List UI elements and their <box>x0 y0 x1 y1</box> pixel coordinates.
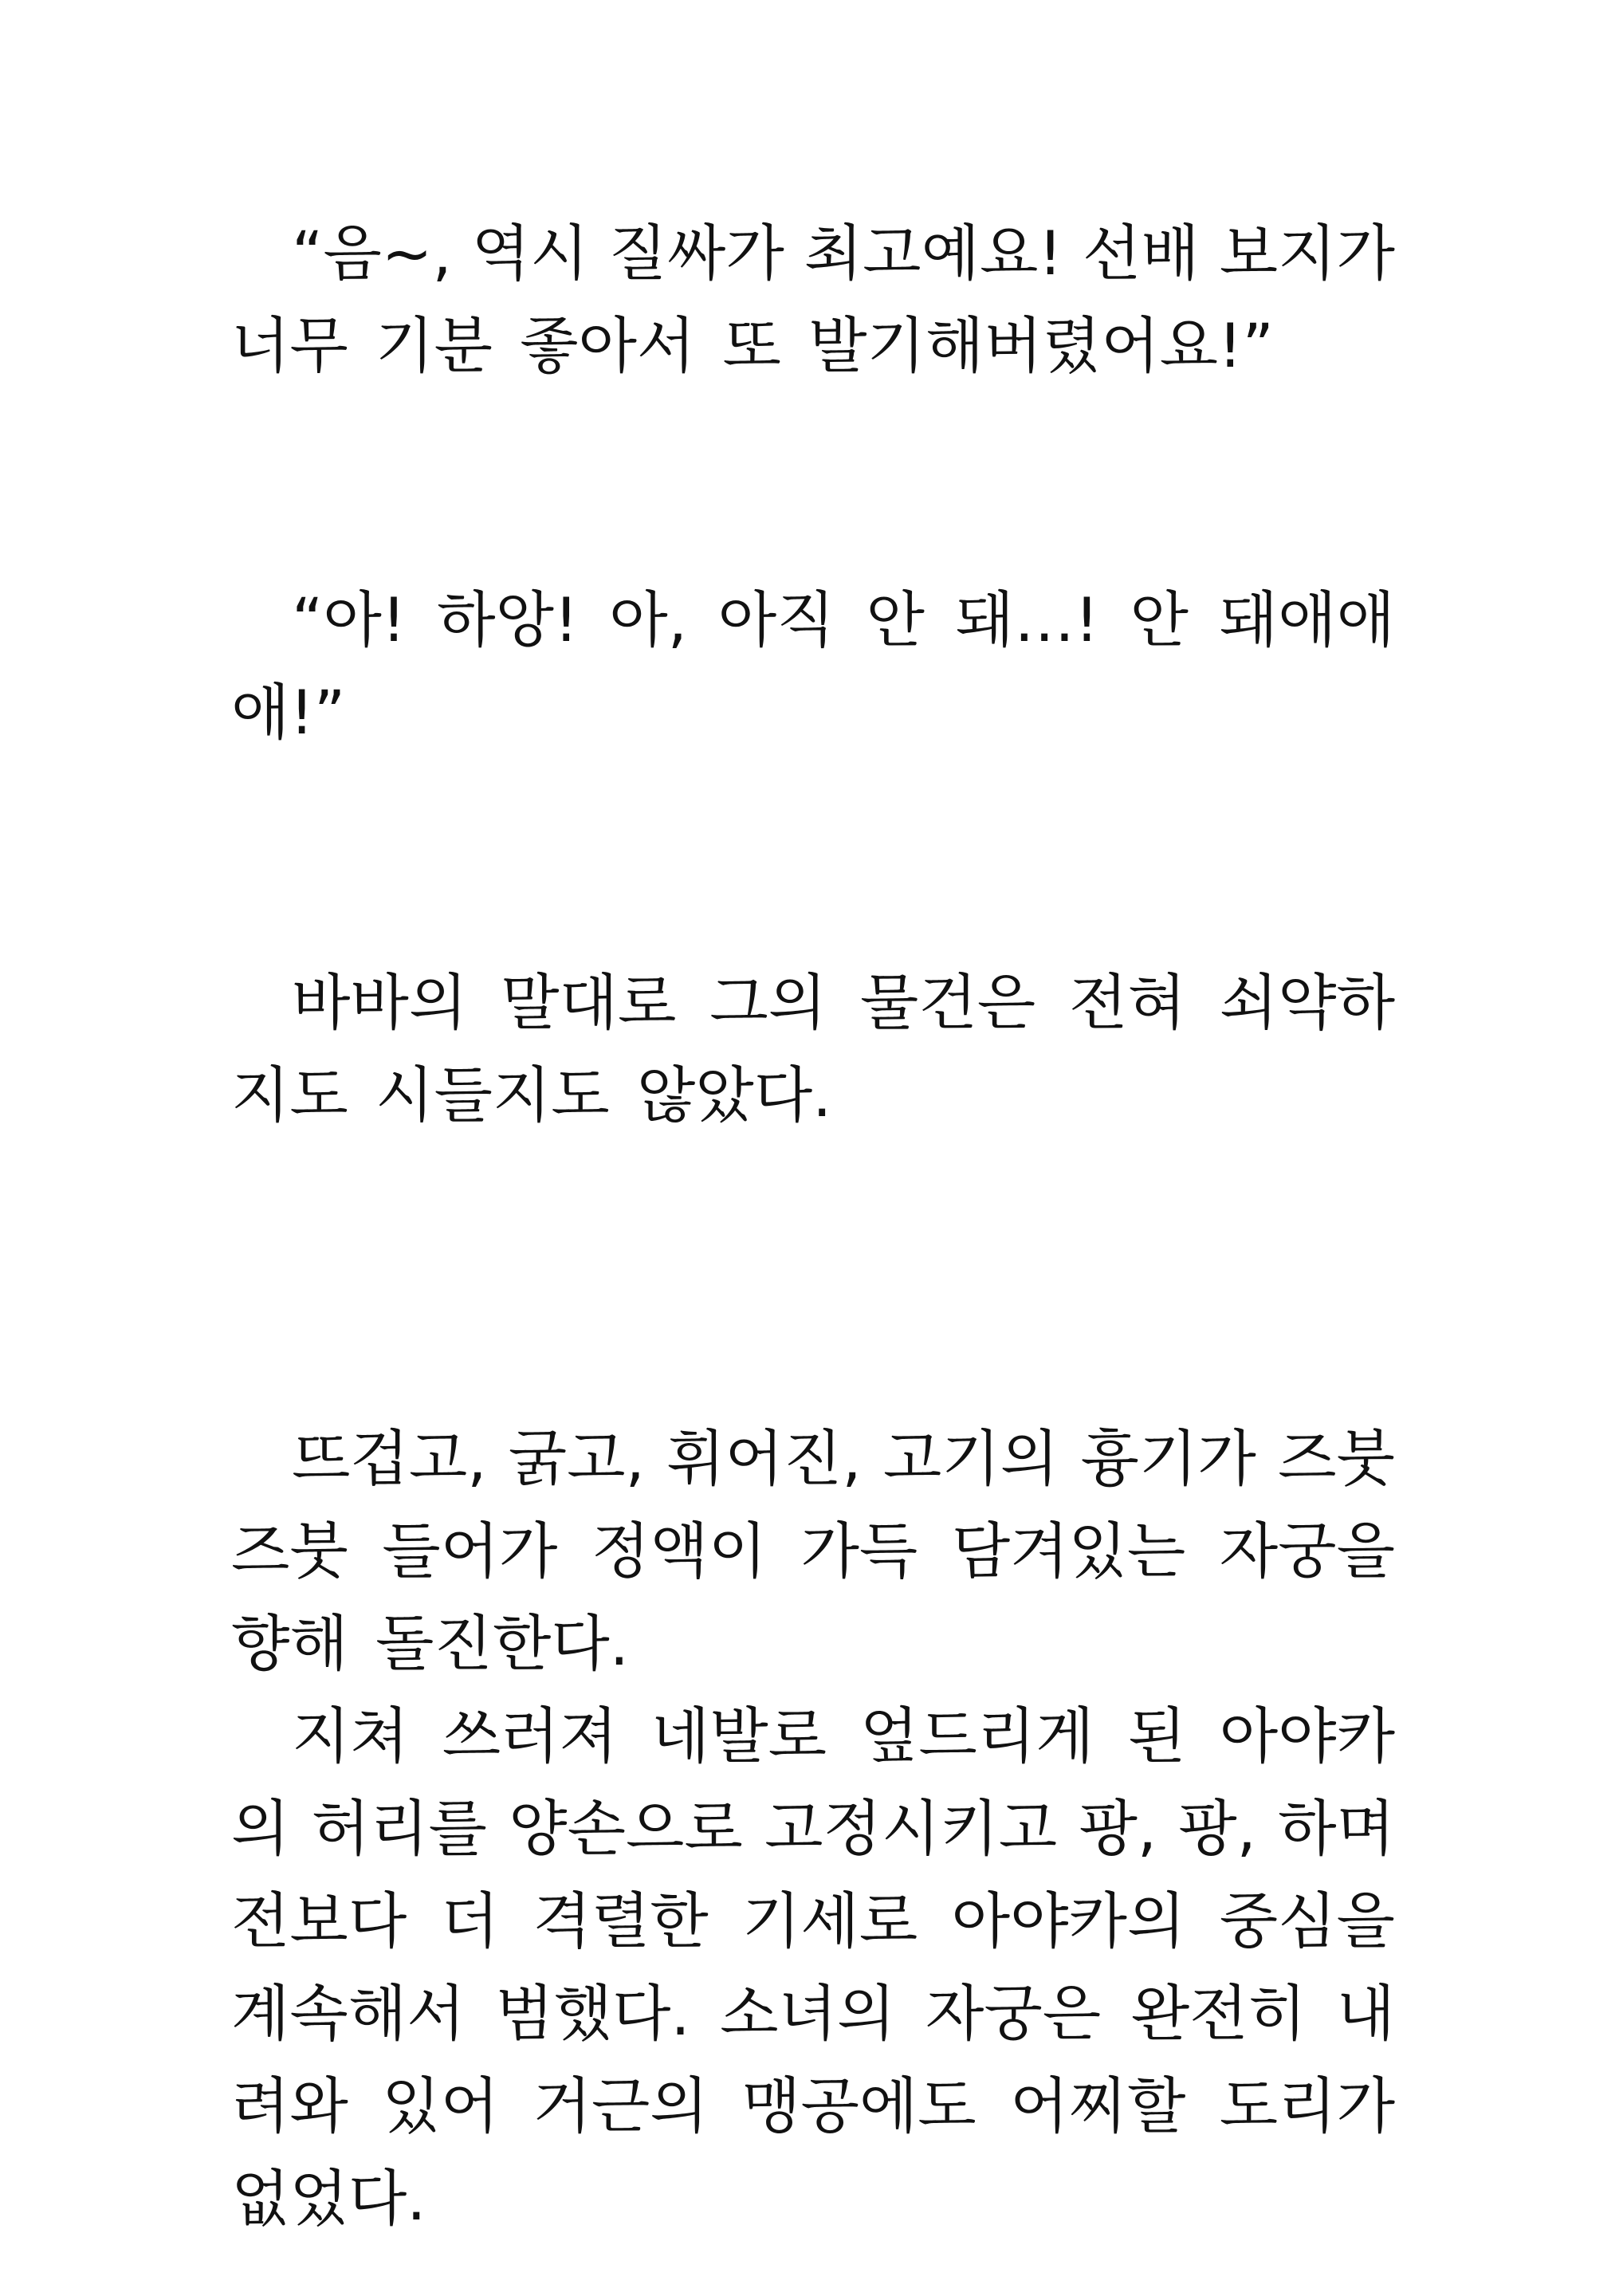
word: 애!” <box>231 677 346 748</box>
text-line <box>231 1875 1395 1968</box>
word: 좋아서 <box>520 310 696 381</box>
word: 전보다 <box>231 1885 407 1956</box>
word: 쇠약하 <box>1219 967 1395 1038</box>
paragraph <box>231 574 1395 759</box>
text-line <box>231 1968 1395 2060</box>
word: 계속해서 <box>231 1978 466 2049</box>
word: 맹공에도 <box>742 2070 977 2141</box>
paragraph <box>231 207 1395 392</box>
word: 발기해버렸어요!” <box>808 310 1274 381</box>
text-line <box>231 666 1395 759</box>
word: 자궁을 <box>1219 1516 1395 1586</box>
word: 쓰러져 <box>442 1700 618 1771</box>
word: 시들지도 <box>375 1060 610 1130</box>
word: 아직 <box>717 584 835 655</box>
word: 들어가 <box>382 1516 558 1586</box>
text-line <box>231 2152 1395 2245</box>
word: 기분 <box>375 310 493 381</box>
word: 중심을 <box>1219 1885 1395 1956</box>
word: 향해 <box>231 1608 348 1679</box>
text-line <box>231 1505 1395 1598</box>
word: “아! <box>292 584 407 655</box>
word: 격렬한 <box>532 1885 709 1956</box>
text-line <box>231 1690 1395 1783</box>
word: 가득 <box>800 1516 918 1586</box>
word: 아, <box>609 584 687 655</box>
paragraph <box>231 957 1395 1142</box>
word: 고정시키고 <box>764 1793 1058 1864</box>
word: 하앙! <box>437 584 579 655</box>
text-line <box>231 2060 1395 2152</box>
word: 양손으로 <box>509 1793 743 1864</box>
word: 않았다. <box>636 1060 832 1130</box>
word: 전혀 <box>1069 967 1186 1038</box>
word: 고기의 <box>882 1423 1059 1494</box>
word: 범했다. <box>495 1978 690 2049</box>
text-line <box>231 1413 1395 1505</box>
word: 있어 <box>382 2070 500 2141</box>
text-line <box>231 957 1395 1049</box>
word: 휘어진, <box>666 1423 862 1494</box>
text-line <box>231 1049 1395 1142</box>
word: 즈붓 <box>231 1516 348 1586</box>
word: 흉기가 <box>1080 1423 1256 1494</box>
word: 도리가 <box>1219 2070 1395 2141</box>
word: 즈붓 <box>1278 1423 1395 1494</box>
word: 된 <box>1127 1700 1186 1771</box>
word: 돼애애 <box>1219 584 1395 655</box>
word: 허리를 <box>311 1793 487 1864</box>
word: 정액이 <box>591 1516 768 1586</box>
word: 팡, <box>1178 1793 1256 1864</box>
text-line <box>231 207 1395 300</box>
word: 어찌할 <box>1010 2070 1186 2141</box>
text-line <box>231 1783 1395 1875</box>
word: 소녀의 <box>720 1978 896 2049</box>
word: 거근의 <box>532 2070 709 2141</box>
word: 완전히 <box>1130 1978 1307 2049</box>
word: 팡, <box>1079 1793 1157 1864</box>
word: 뜨겁고, <box>292 1423 487 1494</box>
word: “음~, <box>292 218 452 289</box>
word: 지도 <box>231 1060 348 1130</box>
word: 지쳐 <box>292 1700 409 1771</box>
word: 내 <box>1336 1978 1395 2049</box>
word: 돌진한다. <box>375 1608 629 1679</box>
text-line <box>231 574 1395 666</box>
text-line <box>231 300 1395 392</box>
word: 려와 <box>231 2070 348 2141</box>
word: 의 <box>231 1793 290 1864</box>
word: 최고예요! <box>804 218 1063 289</box>
word: 너무 <box>231 310 348 381</box>
word: 말대로 <box>501 967 677 1038</box>
word: 아야카의 <box>951 1885 1186 1956</box>
word: 없었다. <box>231 2163 426 2234</box>
word: 하며 <box>1278 1793 1395 1864</box>
word: 굵고, <box>508 1423 645 1494</box>
word: 더 <box>440 1885 500 1956</box>
word: 또 <box>722 310 781 381</box>
word: 아야카 <box>1219 1700 1395 1771</box>
word: 네발로 <box>650 1700 827 1771</box>
word: 질싸가 <box>608 218 784 289</box>
word: 엎드리게 <box>859 1700 1094 1771</box>
word: 물건은 <box>859 967 1036 1038</box>
word: 안 <box>866 584 925 655</box>
text-line <box>231 1598 1395 1690</box>
word: 안 <box>1130 584 1189 655</box>
body-text <box>231 0 1395 2296</box>
word: 바바의 <box>292 967 468 1038</box>
paragraph <box>231 1690 1395 2245</box>
word: 돼…! <box>955 584 1099 655</box>
word: 그의 <box>709 967 827 1038</box>
word: 자궁은 <box>925 1978 1102 2049</box>
word: 담겨있는 <box>951 1516 1186 1586</box>
word: 선배 <box>1082 218 1200 289</box>
word: 기세로 <box>742 1885 918 1956</box>
paragraph <box>231 1413 1395 1690</box>
word: 역시 <box>471 218 589 289</box>
word: 보지가 <box>1219 218 1395 289</box>
